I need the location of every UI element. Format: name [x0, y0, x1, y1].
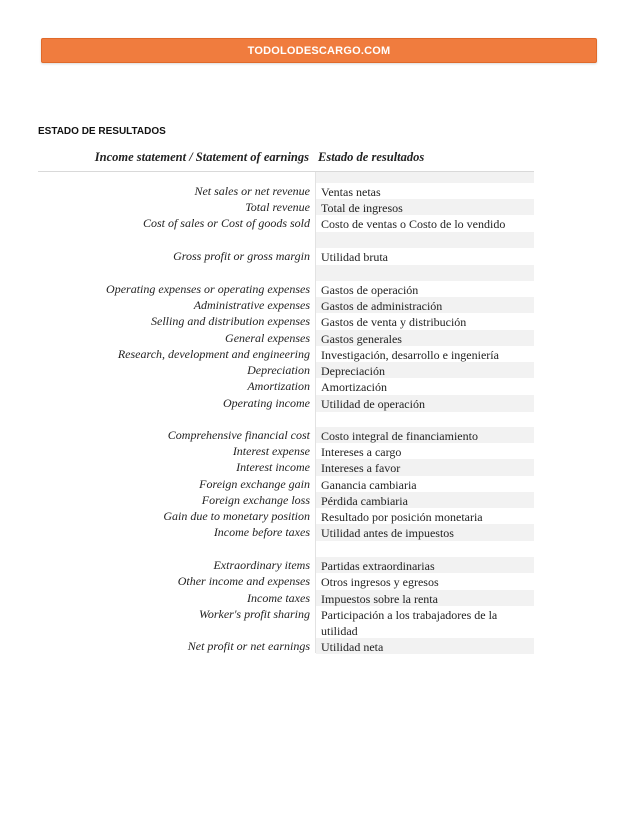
row-english-label: General expenses: [225, 331, 310, 345]
table-row: [0, 573, 638, 590]
table-row: [0, 590, 638, 606]
row-english-label: Operating income: [223, 396, 310, 410]
table-row: [0, 395, 638, 412]
row-english-label: Comprehensive financial cost: [167, 428, 310, 442]
site-banner-text: TODOLODESCARGO.COM: [247, 44, 391, 57]
row-english-label: Income before taxes: [213, 525, 310, 539]
row-spanish-label: Utilidad de operación: [316, 395, 534, 412]
table-row: [0, 215, 638, 232]
row-english-label: Depreciation: [247, 363, 310, 377]
row-spanish-label: Pérdida cambiaria: [316, 492, 534, 508]
row-spanish-label: Intereses a cargo: [321, 445, 402, 459]
table-row: [0, 508, 638, 524]
table-row: [0, 476, 638, 492]
table-row: [0, 524, 638, 541]
table-row: [0, 313, 638, 330]
row-english-label: Income taxes: [247, 591, 310, 605]
row-english-label: Worker's profit sharing: [198, 607, 310, 621]
row-english-label: Operating expenses or operating expenses: [106, 282, 310, 296]
row-spanish-label: Intereses a favor: [316, 459, 534, 476]
table-row: [0, 557, 638, 573]
table-row: [0, 638, 638, 654]
row-spanish-label: Ventas netas: [321, 185, 381, 199]
table-row: [0, 459, 638, 476]
row-english-label: Net sales or net revenue: [194, 184, 310, 198]
row-spanish-label: Costo integral de financiamiento: [316, 427, 534, 443]
table-spacer-row: [0, 172, 638, 183]
table-row: [0, 297, 638, 313]
row-spanish-label: Total de ingresos: [316, 199, 534, 215]
row-spanish-label: Otros ingresos y egresos: [321, 575, 439, 589]
row-spanish-label: Investigación, desarrollo e ingeniería: [321, 348, 499, 362]
row-spanish-label: Partidas extraordinarias: [316, 557, 534, 573]
row-english-label: Foreign exchange gain: [199, 477, 310, 491]
row-spanish-label: Impuestos sobre la renta: [316, 590, 534, 606]
row-spanish-label: Gastos generales: [316, 330, 534, 346]
table-row: [0, 362, 638, 378]
table-spacer-row: [0, 412, 638, 427]
row-english-label: Extraordinary items: [213, 558, 310, 572]
table-row: [0, 281, 638, 297]
row-english-label: Interest income: [236, 460, 310, 474]
row-english-label: Foreign exchange loss: [201, 493, 310, 507]
row-spanish-label: Depreciación: [316, 362, 534, 378]
row-spanish-label: Utilidad bruta: [321, 250, 388, 264]
table-row: [0, 248, 638, 265]
row-spanish-label: [316, 172, 534, 183]
row-spanish-label: Costo de ventas o Costo de lo vendido: [321, 217, 506, 231]
row-spanish-label: [316, 541, 534, 557]
table-row: [0, 427, 638, 443]
table-row: [0, 346, 638, 362]
section-title: ESTADO DE RESULTADOS: [38, 126, 166, 137]
table-spacer-row: [0, 541, 638, 557]
row-english-label: Interest expense: [232, 444, 310, 458]
row-english-label: Amortization: [247, 379, 310, 393]
table-row: [0, 378, 638, 395]
row-spanish-label: Gastos de venta y distribución: [321, 315, 467, 329]
table-row: [0, 443, 638, 459]
row-spanish-label: [316, 412, 534, 427]
row-english-label: Gain due to monetary position: [163, 509, 310, 523]
row-spanish-label: Gastos de operación: [321, 283, 419, 297]
row-english-label: Research, development and engineering: [117, 347, 310, 361]
row-spanish-label: Amortización: [321, 380, 387, 394]
row-spanish-label: Utilidad antes de impuestos: [316, 524, 534, 541]
table-spacer-row: [0, 265, 638, 281]
row-spanish-label: Utilidad neta: [316, 638, 534, 654]
row-spanish-label: Ganancia cambiaria: [321, 478, 417, 492]
row-english-label: Gross profit or gross margin: [173, 249, 310, 263]
table-row: [0, 492, 638, 508]
row-spanish-label: [316, 265, 534, 281]
row-english-label: Other income and expenses: [177, 574, 310, 588]
row-english-label: Total revenue: [245, 200, 310, 214]
table-spacer-row: [0, 232, 638, 248]
table-row: [0, 606, 638, 638]
table-row: [0, 199, 638, 215]
table-row: [0, 183, 638, 199]
row-spanish-label: [316, 232, 534, 248]
header-english: Income statement / Statement of earnings: [94, 150, 309, 164]
row-english-label: Administrative expenses: [193, 298, 310, 312]
row-spanish-label: Gastos de administración: [316, 297, 534, 313]
table-row: [0, 330, 638, 346]
header-spanish: Estado de resultados: [318, 150, 425, 164]
row-spanish-label: Participación a los trabajadores de la utilidad: [321, 608, 498, 638]
row-english-label: Net profit or net earnings: [187, 639, 310, 653]
row-spanish-label: Resultado por posición monetaria: [321, 510, 483, 524]
row-english-label: Selling and distribution expenses: [151, 314, 310, 328]
row-english-label: Cost of sales or Cost of goods sold: [142, 216, 310, 230]
